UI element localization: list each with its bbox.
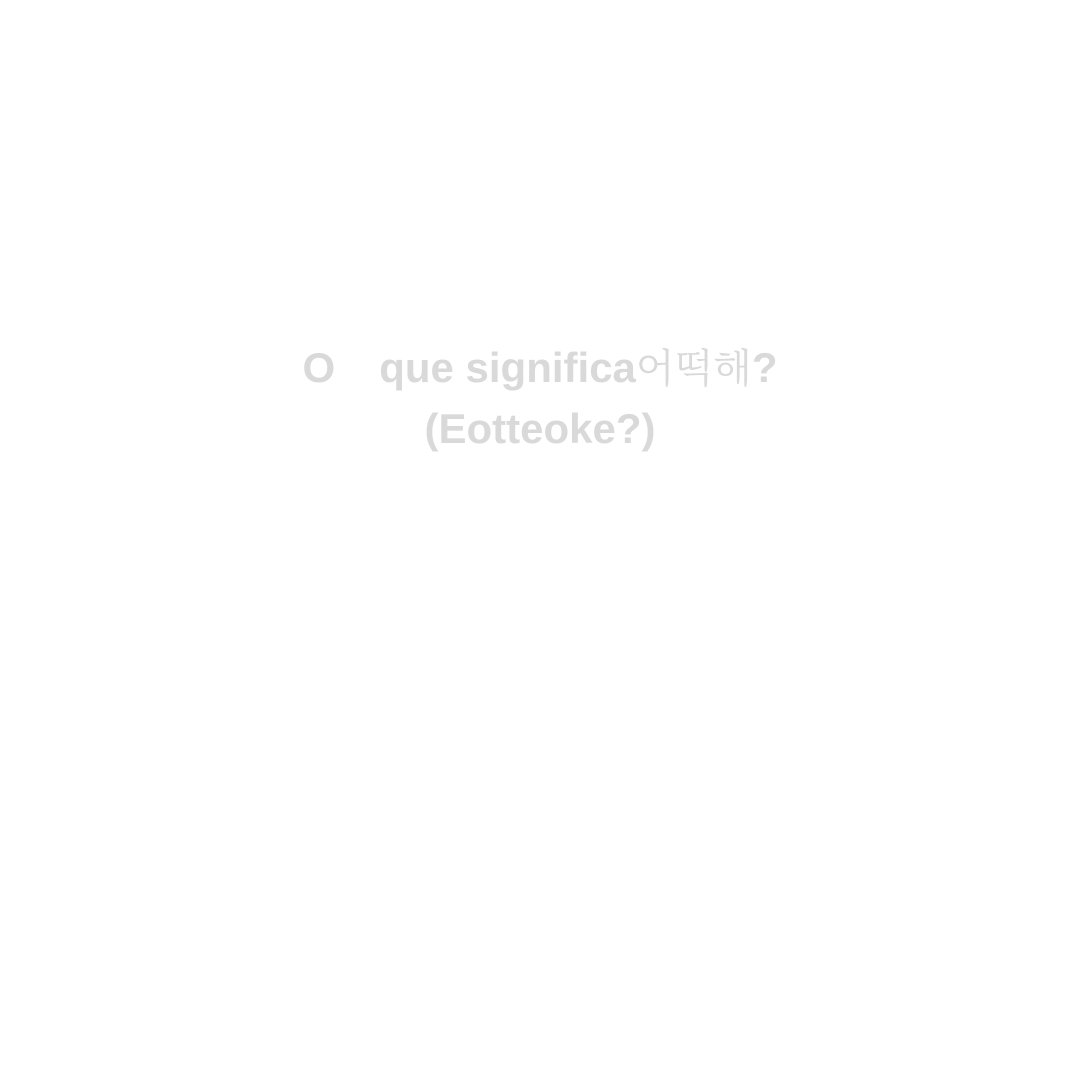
title-phrase: que significa [379,344,636,391]
page-title [0,338,1080,459]
title-romanization: (Eotteoke?) [424,405,656,452]
title-word-o: O [302,344,336,391]
title-line-1 [0,338,1080,399]
title-korean-word: 어떡해 [635,346,752,392]
title-question-mark: ? [751,344,778,391]
